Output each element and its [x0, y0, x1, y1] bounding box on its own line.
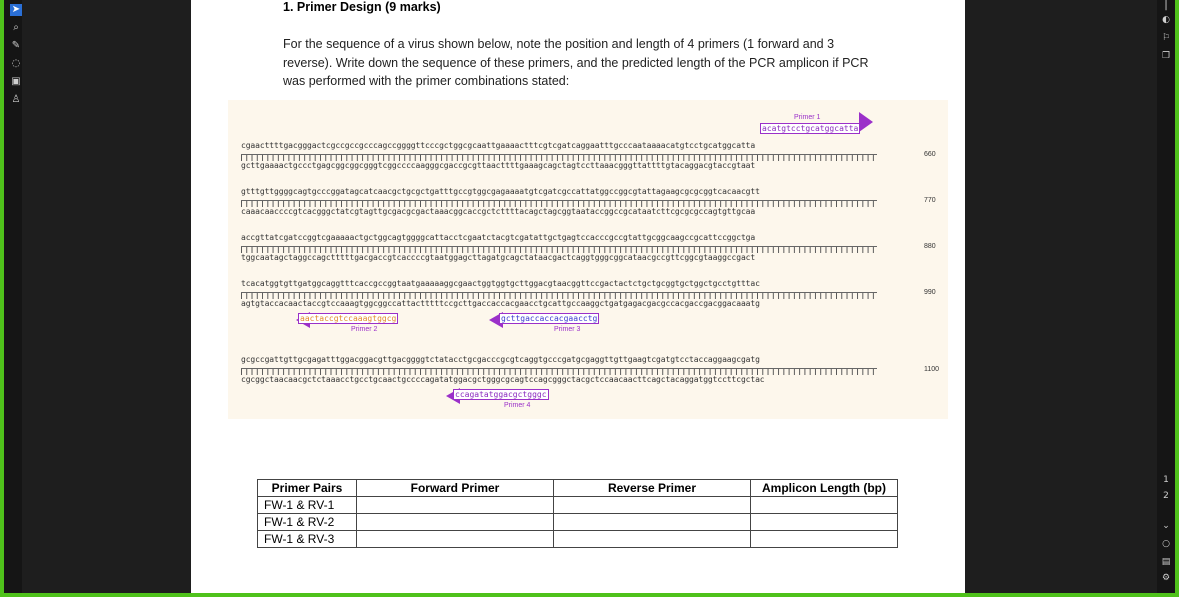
primer-1-arrow-icon — [859, 112, 873, 132]
ruler-880 — [241, 246, 877, 253]
table-header-row — [258, 480, 898, 497]
seq-bottom-1100: cgcggctaacaacgctctaaacctgcctgcaactgccccagatatggacgctgggcgcagtccagcgggctacgctccaacaacttcagctacaggatggtccttcgctac — [241, 375, 765, 384]
page-number-2[interactable]: 2 — [1163, 491, 1169, 501]
pointer-icon[interactable]: ➤ — [11, 4, 21, 15]
left-toolbar — [0, 0, 22, 593]
primer-pairs-table — [257, 479, 898, 548]
pen-icon[interactable]: ✎ — [11, 40, 21, 51]
reverse-cell[interactable] — [554, 497, 751, 514]
ruler-1100 — [241, 368, 877, 375]
col-header-reverse: Reverse Primer — [554, 480, 751, 497]
position-990: 990 — [924, 289, 936, 296]
position-660: 660 — [924, 151, 936, 158]
zoom-icon[interactable]: ⌕ — [13, 22, 19, 33]
sequence-figure — [228, 100, 948, 419]
ruler-990 — [241, 292, 877, 299]
primer-2-seq: aactaccgtccaaagtggcg — [300, 314, 397, 323]
col-header-forward: Forward Primer — [357, 480, 554, 497]
pair-cell: FW-1 & RV-1 — [258, 497, 357, 514]
doc-icon[interactable]: ▤ — [1161, 557, 1171, 567]
primer-1-seq: acatgtcctgcatggcatta — [762, 124, 859, 133]
reverse-cell[interactable] — [554, 514, 751, 531]
chevron-icon[interactable]: ⌄ — [1162, 521, 1170, 531]
col-header-primer-pairs: Primer Pairs — [258, 480, 357, 497]
primer-4-seq: ccagatatggacgctgggc — [455, 390, 547, 399]
table-row — [258, 531, 898, 548]
primer-1-label: Primer 1 — [794, 114, 821, 121]
pair-cell: FW-1 & RV-2 — [258, 514, 357, 531]
pair-cell: FW-1 & RV-3 — [258, 531, 357, 548]
menu-icon[interactable]: ⎮ — [1163, 1, 1169, 11]
seq-top-880: accgttatcgatccggtcgaaaaactgctggcagtggggcattacctcgaatctacgtcgatattgctgagtccacccgccgtattgcggcaagccgcattccggctga — [241, 233, 756, 242]
reverse-cell[interactable] — [554, 531, 751, 548]
primer-3-label: Primer 3 — [554, 326, 581, 333]
ruler-660 — [241, 154, 877, 161]
forward-cell[interactable] — [357, 531, 554, 548]
seq-bottom-770: caaacaaccccgtcacgggctatcgtagttgcgacgcgactaaacggcaccgctcttttacagctagcggtaataccggccgcataatcttcgcgcgccagtgttgcaa — [241, 207, 756, 216]
amplicon-cell[interactable] — [751, 497, 898, 514]
seq-bottom-660: gcttgaaaactgccctgagcggcggcgggtcggccccaagggcgaccgcgttaacttttgaaagcagctagtccttaaacgggttattttgtacaggacgtaccgtaat — [241, 161, 756, 170]
select-area-icon[interactable]: ▣ — [11, 76, 21, 87]
circle-icon[interactable]: ○ — [1162, 539, 1170, 549]
copy-icon[interactable]: ❐ — [1161, 51, 1171, 61]
primer-4-label: Primer 4 — [504, 402, 531, 409]
question-body: For the sequence of a virus shown below, note the position and length of 4 primers (1 forward and 3 reverse). Write down the sequence of these primers, and the predicted length of the PCR amplicon if PCR was performed with the primer combinations stated: — [283, 37, 869, 88]
col-header-amplicon: Amplicon Length (bp) — [751, 480, 898, 497]
settings-icon[interactable]: ⚙ — [1161, 573, 1171, 583]
page-number-1[interactable]: 1 — [1163, 475, 1169, 485]
position-880: 880 — [924, 243, 936, 250]
amplicon-cell[interactable] — [751, 514, 898, 531]
question-title: 1. Primer Design (9 marks) — [283, 0, 441, 14]
position-1100: 1100 — [924, 366, 940, 373]
table-row — [258, 514, 898, 531]
stamp-icon[interactable]: ♙ — [11, 94, 21, 105]
seq-top-660: cgaacttttgacgggactcgccgccgcccagccggggttcccgctggcgcaattgaaaactttcgtcgatcaggaatttgcccaataaaacatgtcctgcatggcatta — [241, 141, 756, 150]
seq-bottom-990: agtgtaccacaactaccgtccaaagtggcggccattactttttccgcttgaccaccacgaacctgcattgccaaggctgatgagacgacgccacgaccgacggacaaatg — [241, 299, 760, 308]
lasso-icon[interactable]: ◌ — [11, 58, 21, 69]
forward-cell[interactable] — [357, 497, 554, 514]
document-page — [191, 0, 965, 593]
ruler-770 — [241, 200, 877, 207]
seq-top-770: gtttgttggggcagtgcccggatagcatcaacgctgcgctgatttgccgtggcgagaaaatgtcgatcgccattatggccggcgtattagaagcgcgcggtcacaacgtt — [241, 187, 760, 196]
primer-2-label: Primer 2 — [351, 326, 378, 333]
bookmark-icon[interactable]: ⚐ — [1161, 33, 1171, 43]
primer-3-seq: gcttgaccaccacgaacctg — [501, 314, 598, 323]
right-toolbar — [1157, 0, 1179, 593]
seq-top-990: tcacatggtgttgatggcaggtttcaccgccggtaatgaaaaaggcgaactggtggtgcttggacgtaacggttccgactactctgctgcggtgctggctgcctgtttac — [241, 279, 760, 288]
seq-bottom-880: tggcaatagctaggccagctttttgacgaccgtcaccccgtaatggagcttagatgcagctataacgactcaggtgggcggcataacgccgttcggcgtaaggccgact — [241, 253, 756, 262]
forward-cell[interactable] — [357, 514, 554, 531]
shape-icon[interactable]: ◐ — [1162, 15, 1170, 25]
seq-top-1100: gcgccgattgttgcgagatttggacggacgttgacggggtctatacctgcgacccgcgtcaggtgcccgatgcgaggttgttgaagtcgatgtcctaccaggaagcgatg — [241, 355, 760, 364]
position-770: 770 — [924, 197, 936, 204]
amplicon-cell[interactable] — [751, 531, 898, 548]
table-row — [258, 497, 898, 514]
